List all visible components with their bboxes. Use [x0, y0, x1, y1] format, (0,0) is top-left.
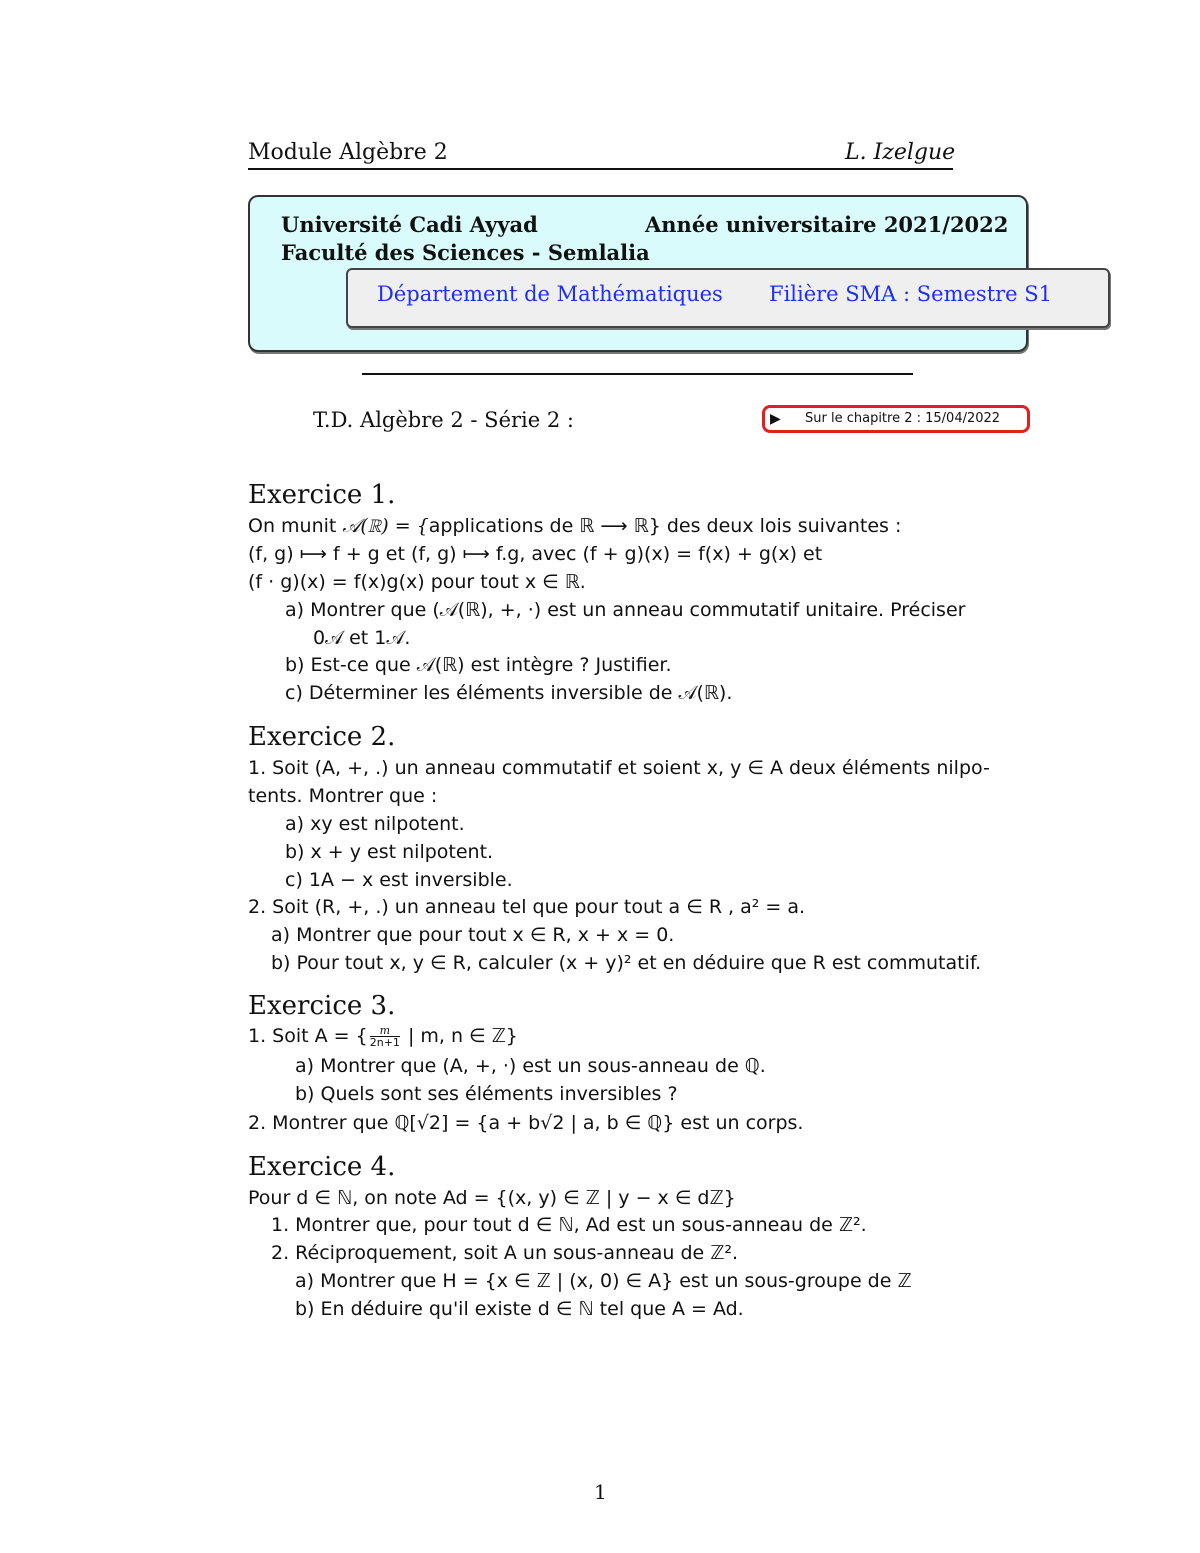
exercise-2-c: c) 1A − x est inversible.: [285, 869, 513, 891]
department: Département de Mathématiques: [377, 282, 723, 306]
exercise-3-p2: 2. Montrer que ℚ[√2] = {a + b√2 | a, b ∈ ℚ} est un corps.: [248, 1112, 804, 1134]
exercise-1-a: a) Montrer que (𝒜(ℝ), +, ·) est un anneau commutatif unitaire. Préciser: [285, 599, 966, 621]
exercise-2-p1: 1. Soit (A, +, .) un anneau commutatif et soient x, y ∈ A deux éléments nilpo-: [248, 757, 990, 779]
exercise-1-intro: On munit 𝒜(ℝ) = {applications de ℝ ⟶ ℝ} des deux lois suivantes :: [248, 515, 902, 537]
fraction: $\frac{m}{2n+1}$: [369, 1024, 400, 1049]
exercise-1-laws-2: (f · g)(x) = f(x)g(x) pour tout x ∈ ℝ.: [248, 571, 586, 593]
author: L. Izelgue: [845, 140, 956, 165]
exercise-4-b: b) En déduire qu'il existe d ∈ ℕ tel que A = Ad.: [295, 1298, 744, 1320]
exercise-3-title: Exercice 3.: [248, 991, 396, 1021]
exercise-3-b: b) Quels sont ses éléments inversibles ?: [295, 1083, 678, 1105]
exercise-2-p1-cont: tents. Montrer que :: [248, 785, 438, 807]
play-icon: ▶: [770, 411, 781, 427]
exercise-4-intro: Pour d ∈ ℕ, on note Ad = {(x, y) ∈ ℤ | y − x ∈ dℤ}: [248, 1187, 736, 1209]
exercise-4-p1: 1. Montrer que, pour tout d ∈ ℕ, Ad est un sous-anneau de ℤ².: [271, 1214, 867, 1236]
exercise-2-p2-a: a) Montrer que pour tout x ∈ R, x + x = 0.: [271, 924, 675, 946]
exercise-4-title: Exercice 4.: [248, 1152, 396, 1182]
filiere: Filière SMA : Semestre S1: [769, 282, 1053, 306]
module-title: Module Algèbre 2: [248, 140, 448, 165]
exercise-2-title: Exercice 2.: [248, 722, 396, 752]
exercise-3-a: a) Montrer que (A, +, ·) est un sous-anneau de ℚ.: [295, 1055, 766, 1077]
exercise-1-c: c) Déterminer les éléments inversible de 𝒜(ℝ).: [285, 682, 733, 704]
exercise-3-p1: 1. Soit A = { $\frac{m}{2n+1}$ | m, n ∈ ℤ}: [248, 1024, 518, 1049]
university: Université Cadi Ayyad: [281, 212, 538, 237]
faculty: Faculté des Sciences - Semlalia: [281, 240, 650, 265]
separator-line: [362, 373, 913, 375]
exercise-4-a: a) Montrer que H = {x ∈ ℤ | (x, 0) ∈ A} est un sous-groupe de ℤ: [295, 1270, 912, 1292]
exercise-1-laws: (f, g) ⟼ f + g et (f, g) ⟼ f.g, avec (f + g)(x) = f(x) + g(x) et: [248, 543, 823, 565]
td-title: T.D. Algèbre 2 - Série 2 :: [313, 408, 574, 432]
header-rule: [248, 168, 953, 170]
academic-year: Année universitaire 2021/2022: [645, 212, 1009, 237]
exercise-2-b: b) x + y est nilpotent.: [285, 841, 494, 863]
exercise-2-p2: 2. Soit (R, +, .) un anneau tel que pour tout a ∈ R , a² = a.: [248, 896, 806, 918]
exercise-4-p2: 2. Réciproquement, soit A un sous-anneau de ℤ².: [271, 1242, 739, 1264]
exercise-2-a: a) xy est nilpotent.: [285, 813, 465, 835]
chapter-badge: [762, 405, 1030, 433]
exercise-1-a-cont: 0𝒜 et 1𝒜.: [313, 627, 411, 649]
page-number: 1: [594, 1480, 607, 1504]
exercise-1-title: Exercice 1.: [248, 480, 396, 510]
exercise-1-b: b) Est-ce que 𝒜(ℝ) est intègre ? Justifier.: [285, 654, 672, 676]
exercise-2-p2-b: b) Pour tout x, y ∈ R, calculer (x + y)² et en déduire que R est commutatif.: [271, 952, 982, 974]
chapter-text: Sur le chapitre 2 : 15/04/2022: [805, 411, 1001, 426]
